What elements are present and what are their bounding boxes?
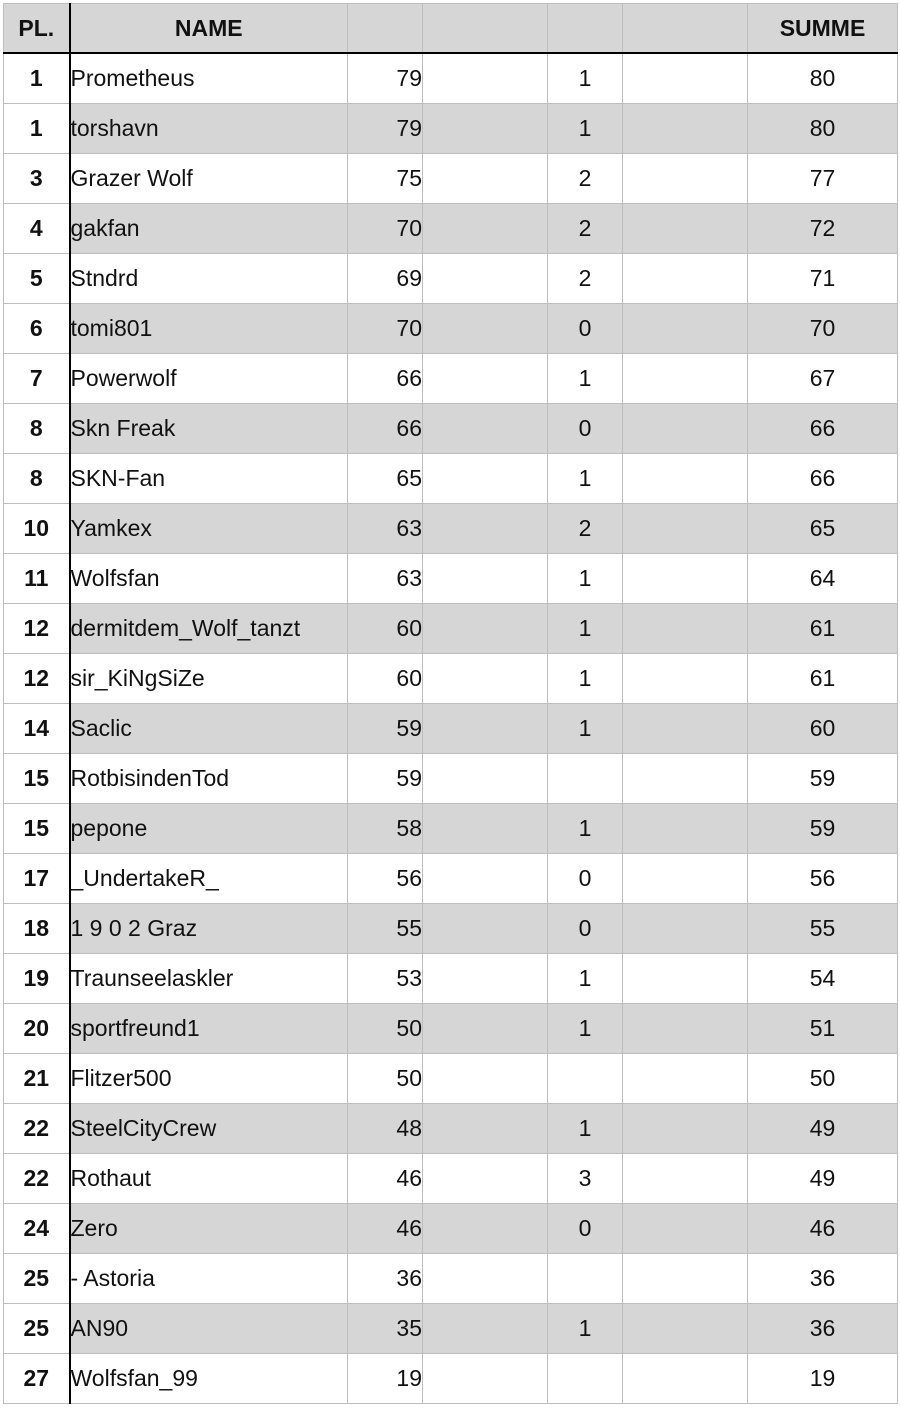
ranking-table-body: [4, 53, 898, 1404]
place-cell: 11: [4, 554, 70, 604]
points-cell: 56: [348, 854, 423, 904]
name-cell: - Astoria: [70, 1254, 348, 1304]
place-cell: 24: [4, 1204, 70, 1254]
extra-1-cell: [423, 53, 548, 104]
extra-2-cell: [623, 1054, 748, 1104]
points-cell: 60: [348, 654, 423, 704]
extra-2-cell: [623, 354, 748, 404]
bonus-cell: [548, 1054, 623, 1104]
name-cell: Wolfsfan_99: [70, 1354, 348, 1404]
table-row[interactable]: [4, 1004, 898, 1054]
column-header-extra-2[interactable]: [623, 4, 748, 54]
header-row: [4, 4, 898, 54]
sum-cell: 61: [748, 654, 898, 704]
name-cell: Skn Freak: [70, 404, 348, 454]
points-cell: 65: [348, 454, 423, 504]
column-header-name[interactable]: NAME: [70, 4, 348, 54]
extra-1-cell: [423, 754, 548, 804]
extra-1-cell: [423, 604, 548, 654]
bonus-cell: 1: [548, 454, 623, 504]
sum-cell: 65: [748, 504, 898, 554]
points-cell: 50: [348, 1004, 423, 1054]
column-header-extra-1[interactable]: [423, 4, 548, 54]
bonus-cell: 2: [548, 254, 623, 304]
name-cell: SteelCityCrew: [70, 1104, 348, 1154]
table-row[interactable]: [4, 554, 898, 604]
bonus-cell: [548, 1354, 623, 1404]
extra-1-cell: [423, 1104, 548, 1154]
sum-cell: 56: [748, 854, 898, 904]
bonus-cell: 1: [548, 1304, 623, 1354]
extra-1-cell: [423, 504, 548, 554]
table-row[interactable]: [4, 104, 898, 154]
column-header-bonus[interactable]: [548, 4, 623, 54]
extra-2-cell: [623, 404, 748, 454]
extra-1-cell: [423, 1004, 548, 1054]
table-row[interactable]: [4, 254, 898, 304]
extra-2-cell: [623, 1204, 748, 1254]
table-row[interactable]: [4, 704, 898, 754]
points-cell: 35: [348, 1304, 423, 1354]
place-cell: 4: [4, 204, 70, 254]
points-cell: 48: [348, 1104, 423, 1154]
extra-2-cell: [623, 304, 748, 354]
points-cell: 60: [348, 604, 423, 654]
place-cell: 8: [4, 454, 70, 504]
name-cell: Flitzer500: [70, 1054, 348, 1104]
table-row[interactable]: [4, 354, 898, 404]
sum-cell: 71: [748, 254, 898, 304]
sum-cell: 61: [748, 604, 898, 654]
table-row[interactable]: [4, 654, 898, 704]
sum-cell: 77: [748, 154, 898, 204]
place-cell: 15: [4, 804, 70, 854]
name-cell: gakfan: [70, 204, 348, 254]
extra-1-cell: [423, 454, 548, 504]
name-cell: AN90: [70, 1304, 348, 1354]
extra-2-cell: [623, 504, 748, 554]
extra-1-cell: [423, 304, 548, 354]
bonus-cell: 1: [548, 654, 623, 704]
sum-cell: 66: [748, 404, 898, 454]
place-cell: 12: [4, 654, 70, 704]
ranking-table-header: [4, 4, 898, 54]
extra-1-cell: [423, 904, 548, 954]
place-cell: 14: [4, 704, 70, 754]
bonus-cell: 2: [548, 504, 623, 554]
sum-cell: 59: [748, 754, 898, 804]
table-row[interactable]: [4, 954, 898, 1004]
points-cell: 66: [348, 354, 423, 404]
place-cell: 1: [4, 104, 70, 154]
extra-1-cell: [423, 704, 548, 754]
table-row[interactable]: [4, 1304, 898, 1354]
name-cell: SKN-Fan: [70, 454, 348, 504]
bonus-cell: 1: [548, 1104, 623, 1154]
sum-cell: 72: [748, 204, 898, 254]
bonus-cell: 1: [548, 604, 623, 654]
name-cell: Powerwolf: [70, 354, 348, 404]
bonus-cell: 2: [548, 204, 623, 254]
sum-cell: 59: [748, 804, 898, 854]
name-cell: Traunseelaskler: [70, 954, 348, 1004]
extra-2-cell: [623, 554, 748, 604]
extra-2-cell: [623, 804, 748, 854]
sum-cell: 54: [748, 954, 898, 1004]
extra-2-cell: [623, 854, 748, 904]
name-cell: Stndrd: [70, 254, 348, 304]
place-cell: 17: [4, 854, 70, 904]
name-cell: torshavn: [70, 104, 348, 154]
name-cell: sir_KiNgSiZe: [70, 654, 348, 704]
name-cell: RotbisindenTod: [70, 754, 348, 804]
extra-1-cell: [423, 1354, 548, 1404]
place-cell: 27: [4, 1354, 70, 1404]
table-row[interactable]: [4, 804, 898, 854]
column-header-points[interactable]: [348, 4, 423, 54]
extra-2-cell: [623, 1154, 748, 1204]
extra-2-cell: [623, 654, 748, 704]
column-header-place[interactable]: PL.: [4, 4, 70, 54]
points-cell: 66: [348, 404, 423, 454]
sum-cell: 36: [748, 1304, 898, 1354]
points-cell: 75: [348, 154, 423, 204]
place-cell: 3: [4, 154, 70, 204]
bonus-cell: [548, 754, 623, 804]
place-cell: 8: [4, 404, 70, 454]
extra-2-cell: [623, 53, 748, 104]
bonus-cell: 1: [548, 804, 623, 854]
table-row[interactable]: [4, 204, 898, 254]
points-cell: 70: [348, 204, 423, 254]
extra-1-cell: [423, 804, 548, 854]
extra-1-cell: [423, 554, 548, 604]
bonus-cell: 1: [548, 704, 623, 754]
table-row[interactable]: [4, 304, 898, 354]
extra-1-cell: [423, 254, 548, 304]
extra-2-cell: [623, 1104, 748, 1154]
extra-2-cell: [623, 954, 748, 1004]
table-row[interactable]: [4, 604, 898, 654]
place-cell: 22: [4, 1104, 70, 1154]
extra-1-cell: [423, 854, 548, 904]
bonus-cell: 1: [548, 954, 623, 1004]
name-cell: Yamkex: [70, 504, 348, 554]
extra-1-cell: [423, 204, 548, 254]
extra-1-cell: [423, 104, 548, 154]
name-cell: Saclic: [70, 704, 348, 754]
points-cell: 70: [348, 304, 423, 354]
bonus-cell: 1: [548, 554, 623, 604]
sum-cell: 64: [748, 554, 898, 604]
place-cell: 15: [4, 754, 70, 804]
bonus-cell: 0: [548, 304, 623, 354]
bonus-cell: 0: [548, 404, 623, 454]
bonus-cell: 0: [548, 904, 623, 954]
table-row[interactable]: [4, 454, 898, 504]
sum-cell: 80: [748, 104, 898, 154]
extra-2-cell: [623, 904, 748, 954]
sum-cell: 50: [748, 1054, 898, 1104]
name-cell: dermitdem_Wolf_tanzt: [70, 604, 348, 654]
extra-2-cell: [623, 1304, 748, 1354]
ranking-table: [3, 3, 898, 1404]
sum-cell: 46: [748, 1204, 898, 1254]
extra-1-cell: [423, 654, 548, 704]
extra-1-cell: [423, 354, 548, 404]
name-cell: sportfreund1: [70, 1004, 348, 1054]
table-row[interactable]: [4, 404, 898, 454]
extra-1-cell: [423, 404, 548, 454]
table-row[interactable]: [4, 1104, 898, 1154]
points-cell: 50: [348, 1054, 423, 1104]
place-cell: 6: [4, 304, 70, 354]
points-cell: 59: [348, 754, 423, 804]
place-cell: 5: [4, 254, 70, 304]
table-row[interactable]: [4, 854, 898, 904]
extra-2-cell: [623, 604, 748, 654]
bonus-cell: 1: [548, 104, 623, 154]
place-cell: 25: [4, 1304, 70, 1354]
table-row[interactable]: [4, 1154, 898, 1204]
points-cell: 79: [348, 53, 423, 104]
table-row[interactable]: [4, 754, 898, 804]
extra-2-cell: [623, 1254, 748, 1304]
name-cell: Prometheus: [70, 53, 348, 104]
extra-1-cell: [423, 1054, 548, 1104]
points-cell: 53: [348, 954, 423, 1004]
points-cell: 79: [348, 104, 423, 154]
extra-1-cell: [423, 1304, 548, 1354]
extra-2-cell: [623, 1004, 748, 1054]
place-cell: 25: [4, 1254, 70, 1304]
extra-2-cell: [623, 104, 748, 154]
extra-1-cell: [423, 954, 548, 1004]
table-row[interactable]: [4, 1254, 898, 1304]
points-cell: 69: [348, 254, 423, 304]
name-cell: pepone: [70, 804, 348, 854]
name-cell: Grazer Wolf: [70, 154, 348, 204]
points-cell: 46: [348, 1154, 423, 1204]
name-cell: Wolfsfan: [70, 554, 348, 604]
table-row[interactable]: [4, 1054, 898, 1104]
bonus-cell: 0: [548, 1204, 623, 1254]
extra-1-cell: [423, 1254, 548, 1304]
table-row[interactable]: [4, 504, 898, 554]
bonus-cell: [548, 1254, 623, 1304]
table-row[interactable]: [4, 1354, 898, 1404]
place-cell: 12: [4, 604, 70, 654]
bonus-cell: 1: [548, 53, 623, 104]
extra-2-cell: [623, 154, 748, 204]
sum-cell: 36: [748, 1254, 898, 1304]
place-cell: 18: [4, 904, 70, 954]
table-row[interactable]: [4, 53, 898, 104]
sum-cell: 51: [748, 1004, 898, 1054]
column-header-sum[interactable]: SUMME: [748, 4, 898, 54]
points-cell: 36: [348, 1254, 423, 1304]
bonus-cell: 1: [548, 354, 623, 404]
extra-1-cell: [423, 1204, 548, 1254]
sum-cell: 80: [748, 53, 898, 104]
points-cell: 59: [348, 704, 423, 754]
extra-2-cell: [623, 254, 748, 304]
sum-cell: 55: [748, 904, 898, 954]
table-row[interactable]: [4, 904, 898, 954]
sum-cell: 66: [748, 454, 898, 504]
name-cell: tomi801: [70, 304, 348, 354]
name-cell: _UndertakeR_: [70, 854, 348, 904]
points-cell: 58: [348, 804, 423, 854]
points-cell: 19: [348, 1354, 423, 1404]
extra-2-cell: [623, 1354, 748, 1404]
points-cell: 63: [348, 504, 423, 554]
bonus-cell: 0: [548, 854, 623, 904]
sum-cell: 49: [748, 1104, 898, 1154]
extra-2-cell: [623, 704, 748, 754]
sum-cell: 67: [748, 354, 898, 404]
place-cell: 20: [4, 1004, 70, 1054]
sum-cell: 19: [748, 1354, 898, 1404]
table-row[interactable]: [4, 154, 898, 204]
place-cell: 7: [4, 354, 70, 404]
extra-1-cell: [423, 1154, 548, 1204]
place-cell: 22: [4, 1154, 70, 1204]
bonus-cell: 1: [548, 1004, 623, 1054]
sum-cell: 60: [748, 704, 898, 754]
points-cell: 55: [348, 904, 423, 954]
place-cell: 19: [4, 954, 70, 1004]
place-cell: 21: [4, 1054, 70, 1104]
bonus-cell: 2: [548, 154, 623, 204]
sum-cell: 49: [748, 1154, 898, 1204]
extra-2-cell: [623, 454, 748, 504]
extra-1-cell: [423, 154, 548, 204]
name-cell: 1 9 0 2 Graz: [70, 904, 348, 954]
points-cell: 46: [348, 1204, 423, 1254]
table-row[interactable]: [4, 1204, 898, 1254]
extra-2-cell: [623, 204, 748, 254]
name-cell: Rothaut: [70, 1154, 348, 1204]
place-cell: 10: [4, 504, 70, 554]
place-cell: 1: [4, 53, 70, 104]
bonus-cell: 3: [548, 1154, 623, 1204]
sum-cell: 70: [748, 304, 898, 354]
name-cell: Zero: [70, 1204, 348, 1254]
points-cell: 63: [348, 554, 423, 604]
extra-2-cell: [623, 754, 748, 804]
